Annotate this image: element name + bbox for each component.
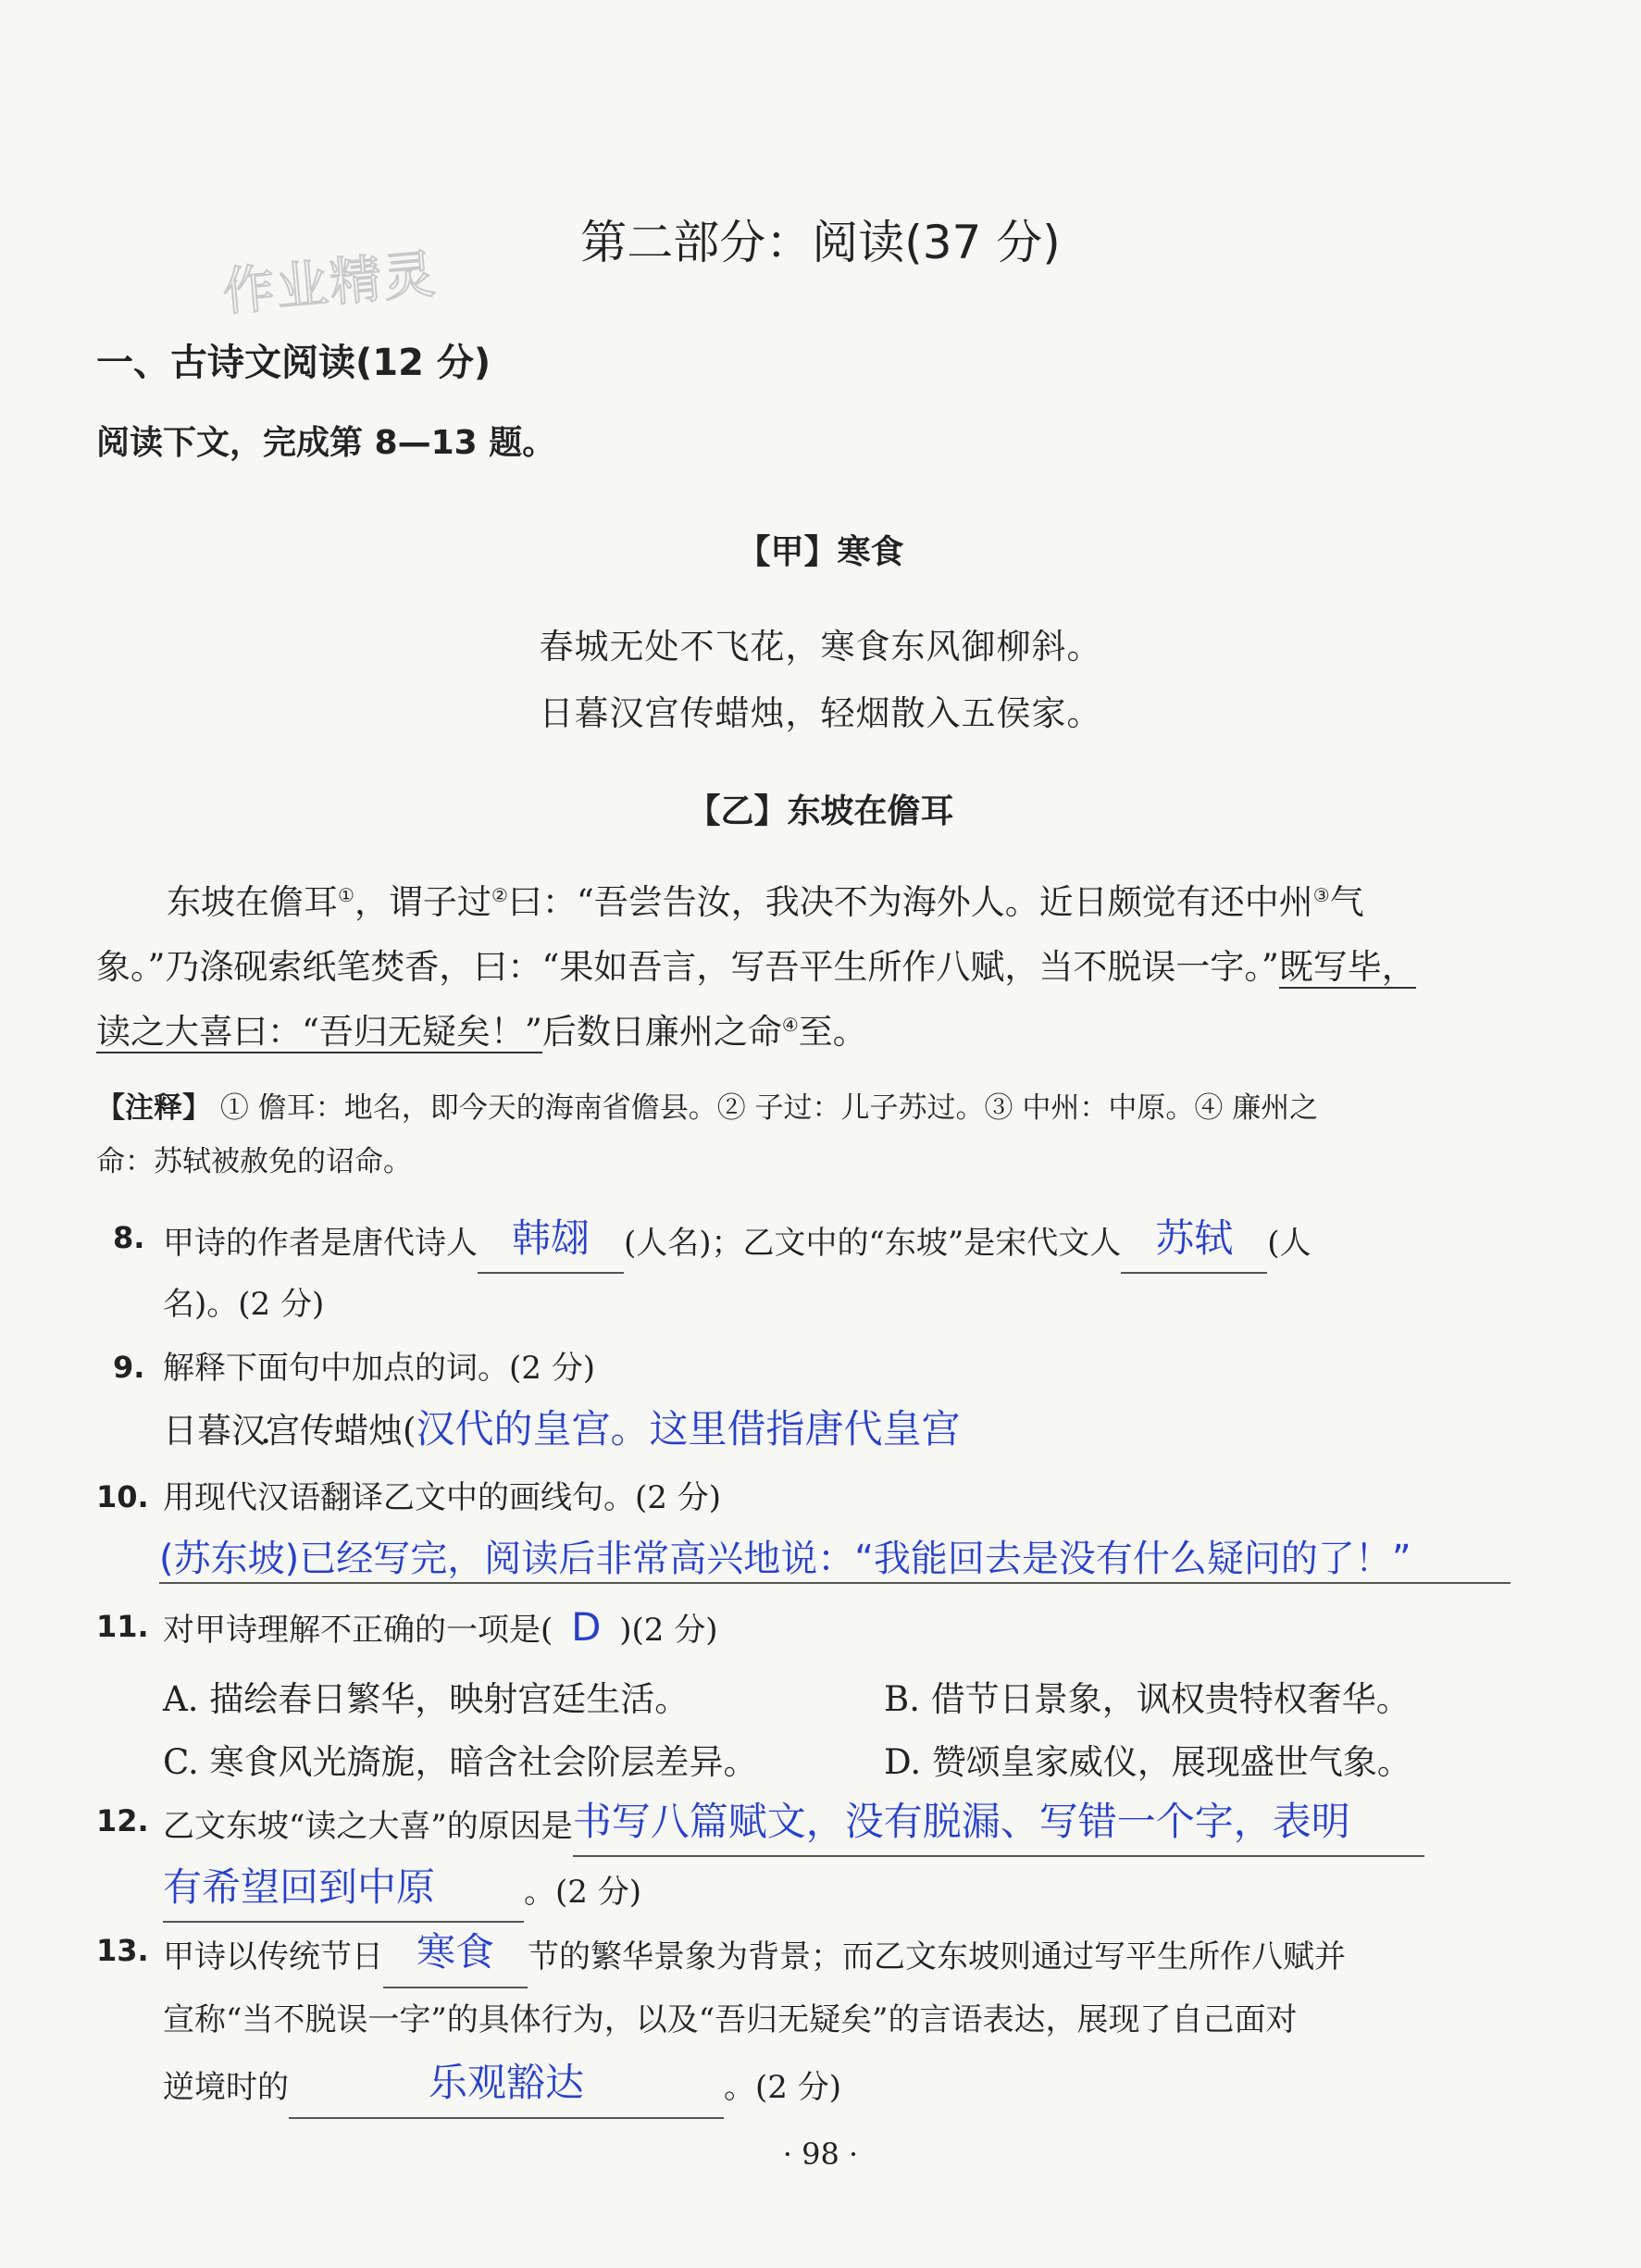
- q8-answer-2[interactable]: 苏轼: [1121, 1208, 1267, 1274]
- dotted-word: 汉宫: [231, 1411, 300, 1451]
- q11-option-a[interactable]: A. 描绘春日繁华，映射宫廷生活。: [163, 1679, 690, 1719]
- prose-b-paragraph: 东坡在儋耳①，谓子过②曰：“吾尝告汝，我决不为海外人。近日颇觉有还中州③气 象。”乃涤砚索纸笔焚香，曰：“果如吾言，写吾平生所作八赋，当不脱误一字。”既写毕， 读之大喜曰：“吾归无疑矣！”后数日廉州之命④至。: [96, 882, 1416, 1052]
- page-number: · 98 ·: [782, 2137, 859, 2172]
- underlined-sentence: 既写毕，: [1278, 947, 1416, 987]
- poem-a-line-1: 春城无处不飞花，寒食东风御柳斜。: [539, 627, 1102, 667]
- q11-option-d[interactable]: D. 赞颂皇家威仪，展现盛世气象。: [884, 1742, 1411, 1782]
- underlined-sentence-cont: 读之大喜曰：“吾归无疑矣！”: [96, 1012, 542, 1052]
- q13-answer-2[interactable]: 乐观豁达: [289, 2051, 724, 2119]
- q9-number: 9.: [113, 1350, 145, 1385]
- part-title: 第二部分：阅读(37 分): [580, 216, 1061, 269]
- q8-answer-1[interactable]: 韩翃: [478, 1208, 624, 1274]
- q11-option-b[interactable]: B. 借节日景象，讽权贵特权奢华。: [884, 1679, 1411, 1719]
- q13-text: 甲诗以传统节日 寒食 节的繁华景象为背景；而乙文东坡则通过写平生所作八赋并 宣称“当不脱误一字”的具体行为，以及“吾归无疑矣”的言语表达，展现了自己面对 逆境时的 乐观豁达 。(2 分): [163, 1921, 1533, 2119]
- q10-number: 10.: [96, 1479, 149, 1514]
- q11-number: 11.: [96, 1609, 149, 1644]
- q13-answer-1[interactable]: 寒食: [383, 1921, 528, 1988]
- q11-answer[interactable]: D: [571, 1604, 602, 1650]
- q8-number: 8.: [113, 1220, 145, 1255]
- section-title: 一、古诗文阅读(12 分): [96, 342, 491, 384]
- q10-text: 用现代汉语翻译乙文中的画线句。(2 分): [163, 1479, 721, 1516]
- watermark: 作业精灵: [220, 243, 440, 323]
- annotation-notes: 【注释】 ① 儋耳：地名，即今天的海南省儋县。② 子过：儿子苏过。③ 中州：中原。④ 廉州之 命：苏轼被赦免的诏命。: [96, 1091, 1319, 1178]
- instruction: 阅读下文，完成第 8—13 题。: [96, 424, 556, 462]
- q9-answer[interactable]: 汉代的皇宫。这里借指唐代皇宫: [416, 1406, 961, 1452]
- q10-answer-line[interactable]: [159, 1529, 1510, 1584]
- q12-text: 乙文东坡“读之大喜”的原因是书写八篇赋文，没有脱漏、写错一个字，表明 有希望回到中原 。(2 分): [163, 1791, 1533, 1923]
- q10-answer: (苏东坡)已经写完，阅读后非常高兴地说：“我能回去是没有什么疑问的了！”: [159, 1538, 1411, 1580]
- q8-text: 甲诗的作者是唐代诗人 韩翃 (人名)；乙文中的“东坡”是宋代文人 苏轼 (人 名)。(2 分): [163, 1208, 1533, 1335]
- q9-text: 解释下面句中加点的词。(2 分) 日暮汉宫传蜡烛(汉代的皇宫。这里借指唐代皇宫: [163, 1350, 961, 1452]
- q13-number: 13.: [96, 1933, 149, 1968]
- poem-a-title: 【甲】寒食: [737, 533, 904, 571]
- q12-answer-line-1[interactable]: 书写八篇赋文，没有脱漏、写错一个字，表明: [573, 1791, 1424, 1857]
- q11-text: 对甲诗理解不正确的一项是( D )(2 分): [163, 1597, 1533, 1661]
- q11-option-c[interactable]: C. 寒食风光旖旎，暗含社会阶层差异。: [163, 1742, 758, 1782]
- prose-b-title: 【乙】东坡在儋耳: [687, 792, 954, 830]
- q12-number: 12.: [96, 1803, 149, 1838]
- poem-a-line-2: 日暮汉宫传蜡烛，轻烟散入五侯家。: [539, 693, 1102, 733]
- q12-answer-line-2[interactable]: 有希望回到中原: [163, 1857, 524, 1923]
